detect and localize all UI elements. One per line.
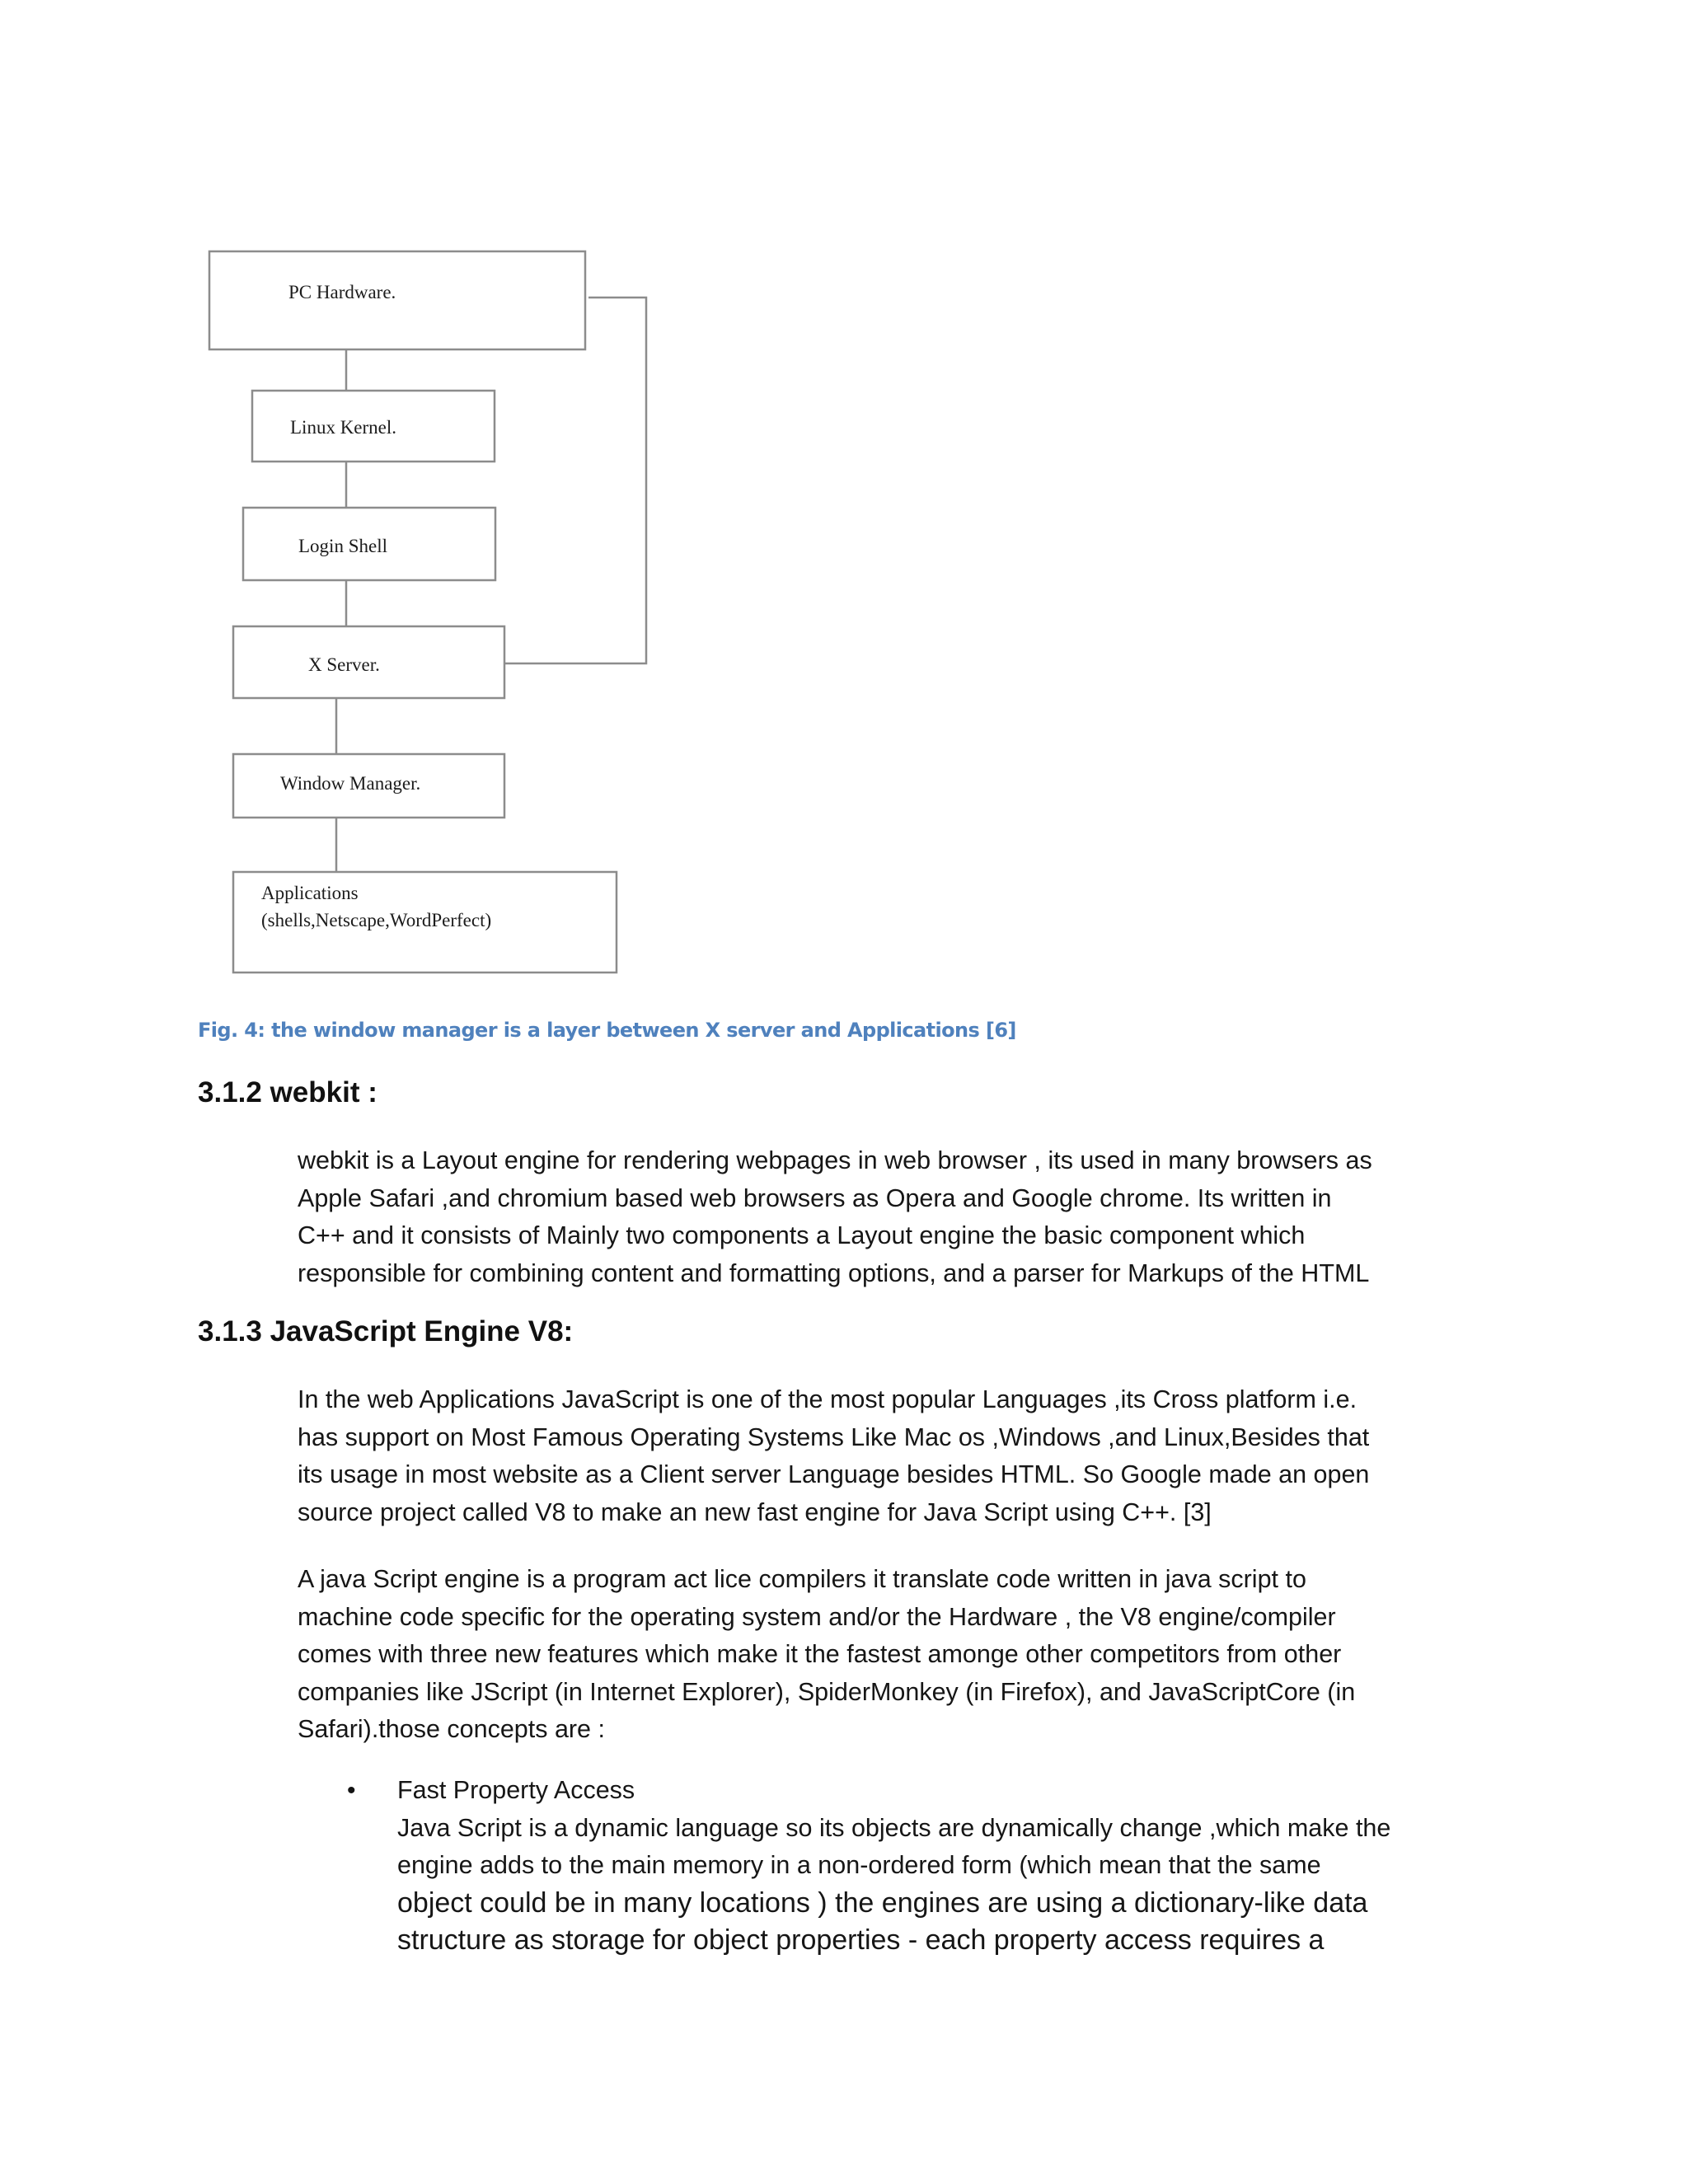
- box-pc-hardware: [209, 251, 585, 349]
- paragraph-javascript-intro: [298, 1381, 1369, 1531]
- text-line: Apple Safari ,and chromium based web browsers as Opera and Google chrome. Its written in: [298, 1183, 1332, 1212]
- box-label-login-shell: Login Shell: [298, 536, 387, 556]
- text-line: has support on Most Famous Operating Systems Like Mac os ,Windows ,and Linux,Besides that: [298, 1422, 1370, 1451]
- text-line: object could be in many locations ) the engines are using a dictionary-like data: [397, 1886, 1368, 1919]
- text-line: C++ and it consists of Mainly two components a Layout engine the basic component which: [298, 1221, 1306, 1249]
- text-line: structure as storage for object properties - each property access requires a: [397, 1924, 1325, 1956]
- text-line: its usage in most website as a Client server Language besides HTML. So Google made an open: [298, 1460, 1370, 1488]
- box-label-pc-hardware: PC Hardware.: [288, 282, 396, 302]
- box-applications: [233, 872, 617, 972]
- box-window-manager: [233, 754, 504, 818]
- text-line: In the web Applications JavaScript is one of the most popular Languages ,its Cross platform i.e.: [298, 1385, 1357, 1413]
- text-line: companies like JScript (in Internet Explorer), SpiderMonkey (in Firefox), and JavaScriptCore (in: [298, 1677, 1356, 1706]
- bullet-item-fast-property-access: [397, 1772, 1390, 1960]
- connector-hardware-xserver-bypass: [504, 298, 646, 663]
- box-label-window-manager: Window Manager.: [280, 773, 421, 794]
- paragraph-javascript-engine: [298, 1561, 1355, 1749]
- text-line: webkit is a Layout engine for rendering webpages in web browser , its used in many browsers as: [298, 1146, 1372, 1174]
- text-line: machine code specific for the operating system and/or the Hardware , the V8 engine/compiler: [298, 1602, 1336, 1631]
- window-manager-diagram: [0, 0, 676, 989]
- bullet-marker: •: [347, 1777, 356, 1804]
- text-line: A java Script engine is a program act lice compilers it translate code written in java script to: [298, 1565, 1306, 1593]
- box-label-applications: Applications: [261, 883, 359, 903]
- section-heading-webkit: 3.1.2 webkit :: [198, 1076, 377, 1108]
- bullet-title: Fast Property Access: [397, 1776, 635, 1804]
- paragraph-webkit: [298, 1142, 1372, 1292]
- text-line: Safari).those concepts are :: [298, 1715, 605, 1743]
- text-line: engine adds to the main memory in a non-ordered form (which mean that the same: [397, 1851, 1321, 1879]
- section-heading-javascript-v8: 3.1.3 JavaScript Engine V8:: [198, 1315, 574, 1347]
- text-line: comes with three new features which make it the fastest amonge other competitors from other: [298, 1640, 1342, 1668]
- text-line: responsible for combining content and formatting options, and a parser for Markups of the HTML: [298, 1258, 1370, 1287]
- box-linux-kernel: [252, 391, 495, 462]
- box-label-applications-detail: (shells,Netscape,WordPerfect): [261, 910, 492, 930]
- box-label-linux-kernel: Linux Kernel.: [290, 417, 397, 438]
- text-line: Java Script is a dynamic language so its objects are dynamically change ,which make the: [397, 1813, 1391, 1842]
- figure-caption: Fig. 4: the window manager is a layer between X server and Applications [6]: [198, 1019, 1016, 1042]
- text-line: source project called V8 to make an new fast engine for Java Script using C++. [3]: [298, 1497, 1212, 1526]
- box-login-shell: [243, 508, 495, 580]
- box-label-x-server: X Server.: [308, 654, 380, 675]
- box-x-server: [233, 626, 504, 698]
